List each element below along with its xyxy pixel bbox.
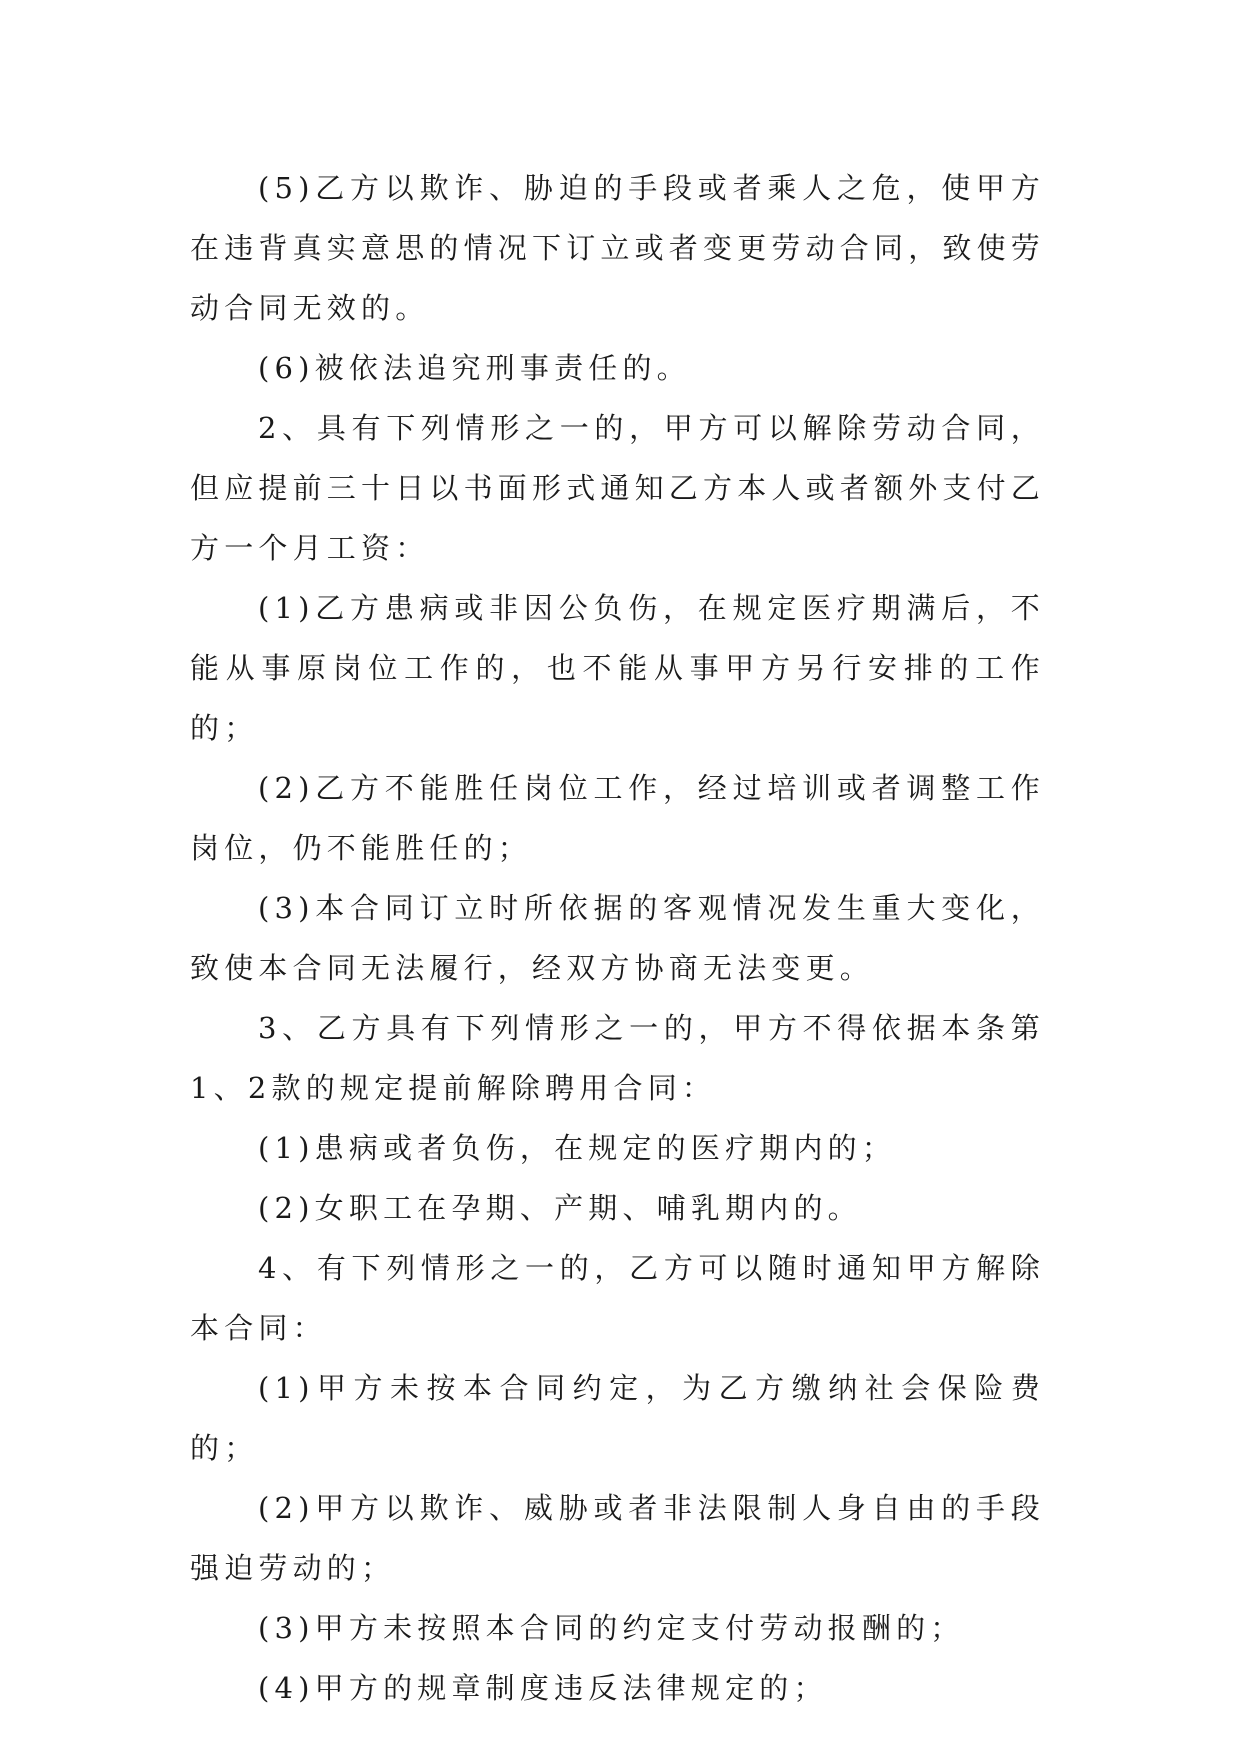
clause-paragraph: (3)甲方未按照本合同的约定支付劳动报酬的； xyxy=(258,1611,965,1645)
clause-paragraph: (2)乙方不能胜任岗位工作，经过培训或者调整工作岗位，仍不能胜任的； xyxy=(190,771,1045,865)
clause-paragraph: 3、乙方具有下列情形之一的，甲方不得依据本条第1、2款的规定提前解除聘用合同： xyxy=(190,1011,1045,1105)
clause-paragraph: (1)患病或者负伤，在规定的医疗期内的； xyxy=(258,1131,897,1165)
clause-paragraph: 2、具有下列情形之一的，甲方可以解除劳动合同，但应提前三十日以书面形式通知乙方本人或者额外支付乙方一个月工资： xyxy=(190,411,1046,565)
clause-paragraph: 4、有下列情形之一的，乙方可以随时通知甲方解除本合同： xyxy=(190,1251,1045,1345)
clause-paragraph: (2)女职工在孕期、产期、哺乳期内的。 xyxy=(258,1191,862,1225)
clause-paragraph: (4)甲方的规章制度违反法律规定的； xyxy=(258,1671,828,1705)
clause-paragraph: (1)乙方患病或非因公负伤，在规定医疗期满后，不能从事原岗位工作的，也不能从事甲方另行安排的工作的； xyxy=(190,591,1045,745)
document-body xyxy=(190,158,1045,1718)
clause-paragraph: (2)甲方以欺诈、威胁或者非法限制人身自由的手段强迫劳动的； xyxy=(190,1491,1045,1585)
clause-paragraph: (6)被依法追究刑事责任的。 xyxy=(258,351,691,385)
clause-paragraph: (5)乙方以欺诈、胁迫的手段或者乘人之危，使甲方在违背真实意思的情况下订立或者变更劳动合同，致使劳动合同无效的。 xyxy=(190,171,1046,325)
clause-paragraph: (3)本合同订立时所依据的客观情况发生重大变化，致使本合同无法履行，经双方协商无法变更。 xyxy=(190,891,1045,985)
clause-paragraph: (1)甲方未按本合同约定，为乙方缴纳社会保险费的； xyxy=(190,1371,1045,1465)
